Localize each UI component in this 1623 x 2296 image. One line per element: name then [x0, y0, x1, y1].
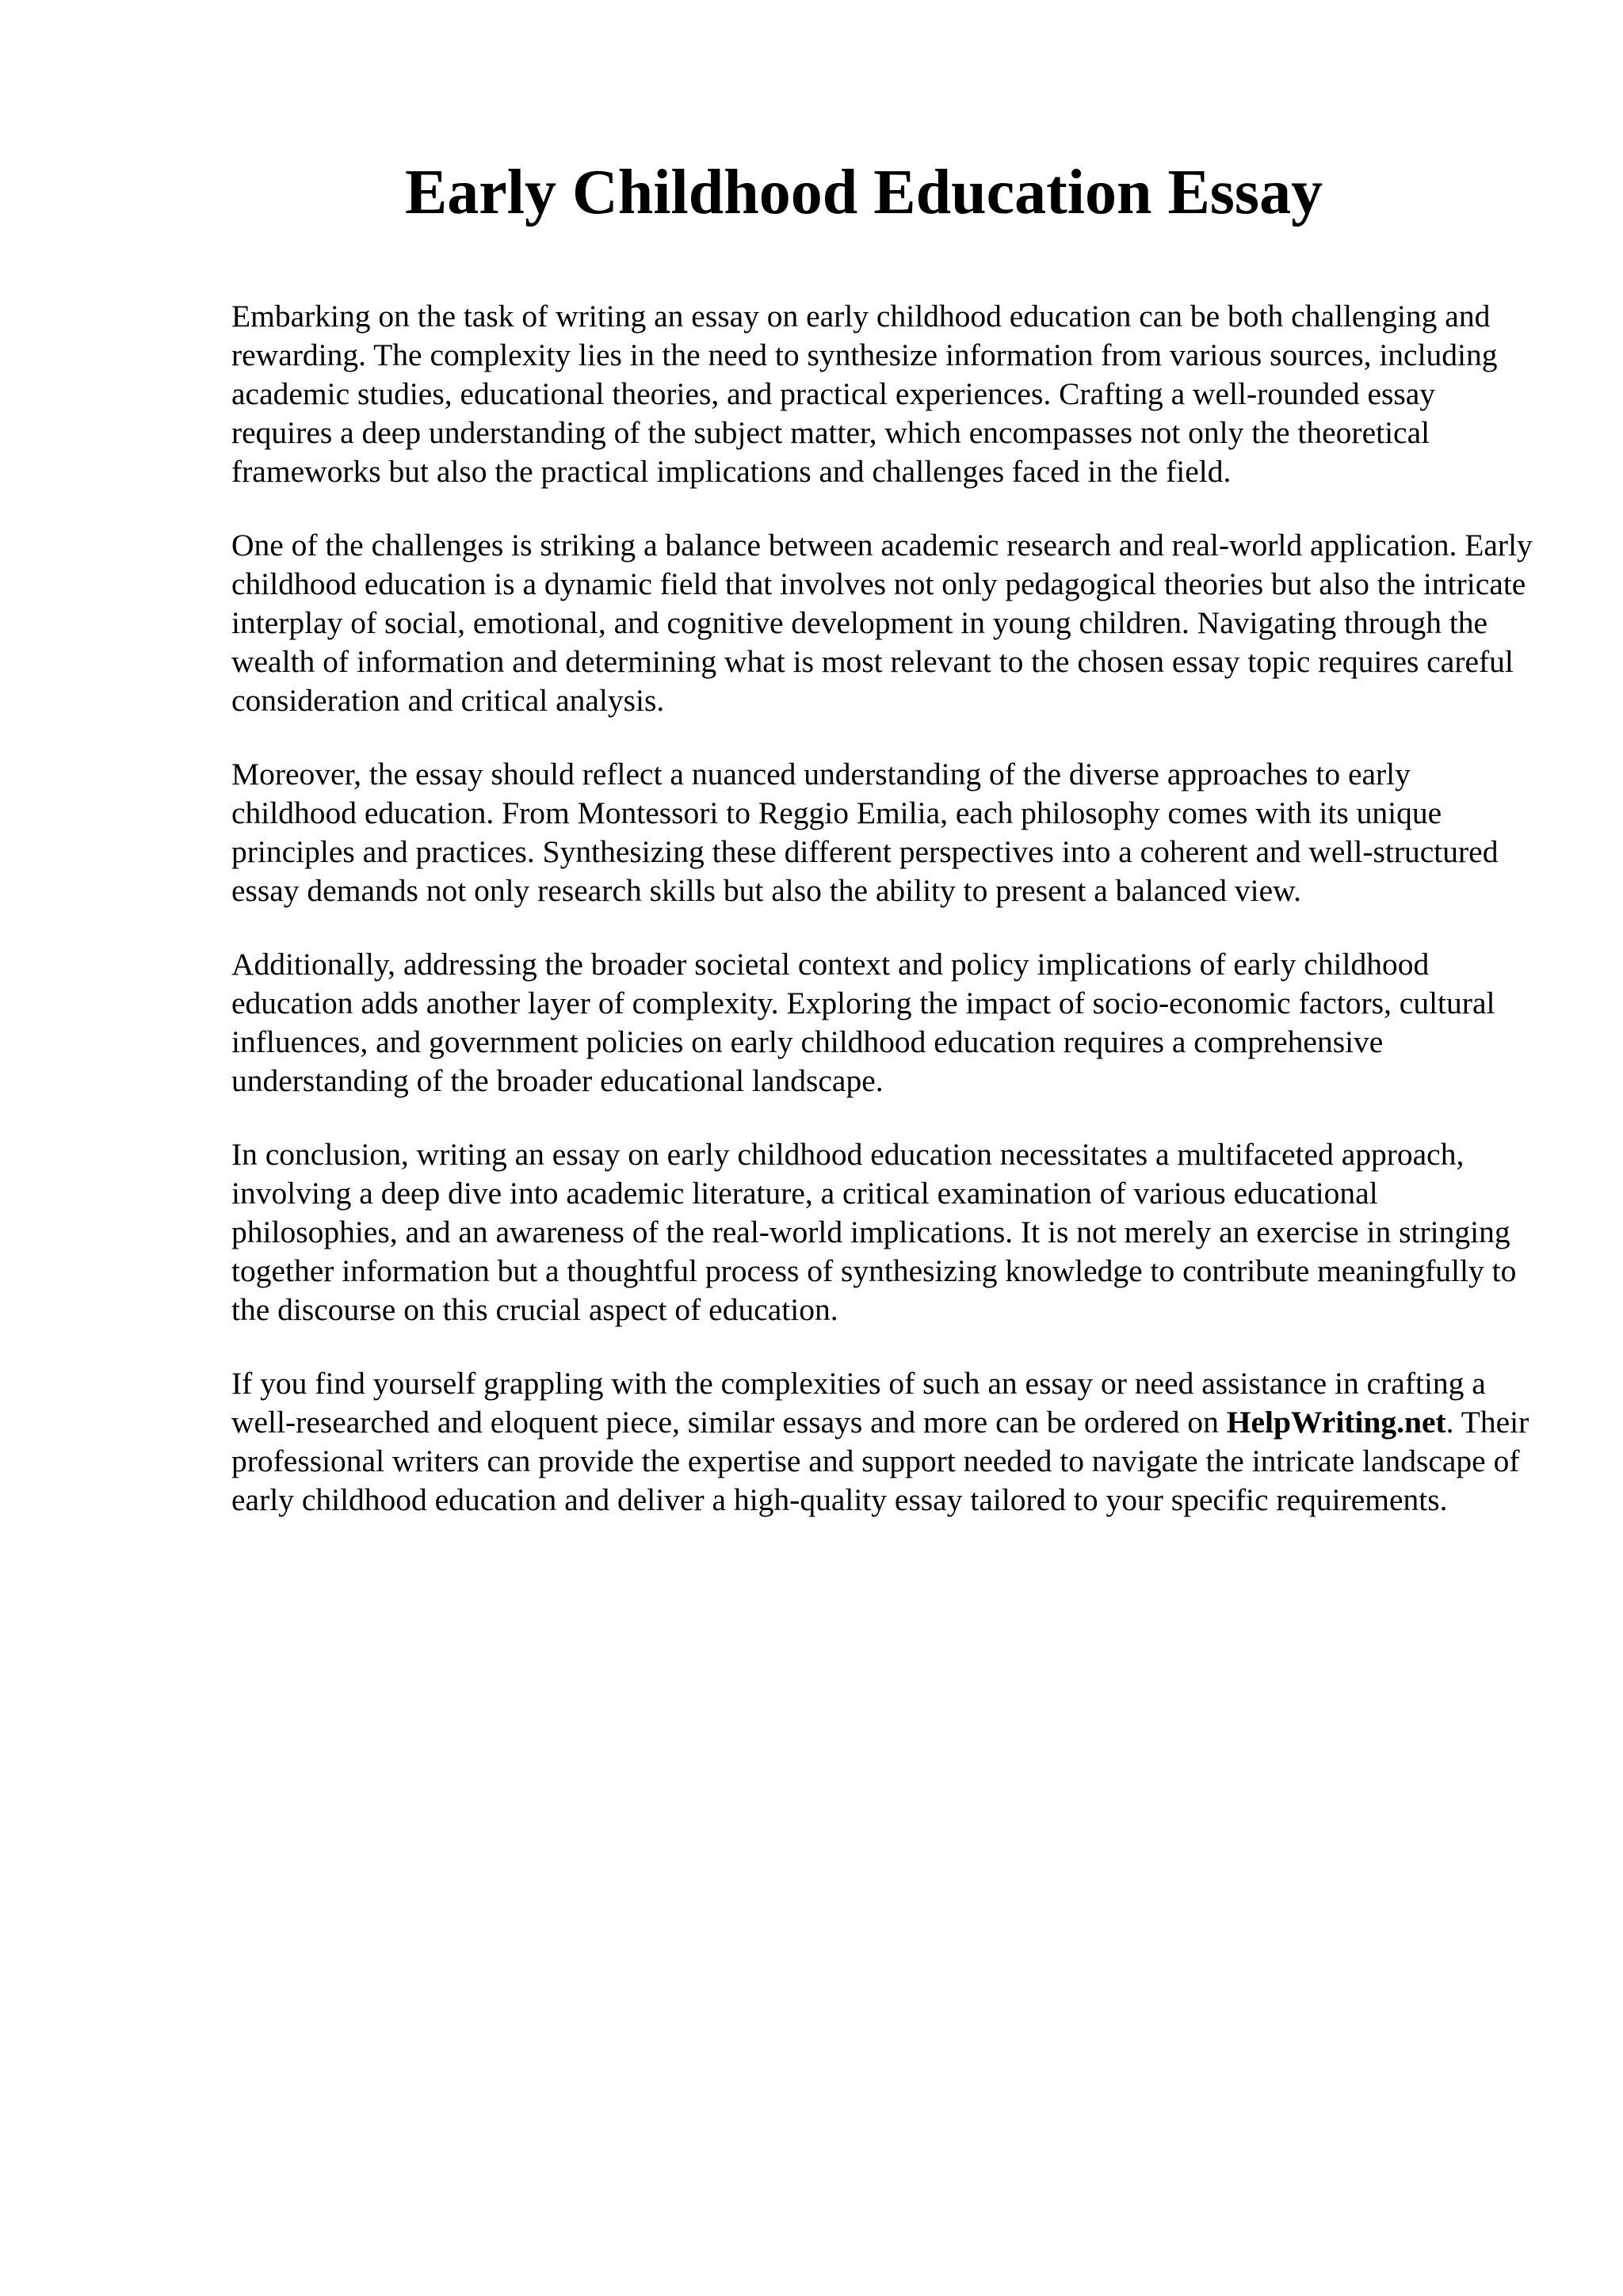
paragraph-promo: [231, 1364, 1539, 1520]
paragraph-societal-context: Additionally, addressing the broader societal context and policy implications of early childhood education adds another layer of complexity. Exploring the impact of socio-economic factors, cultural influences, and government policies on early childhood education requires a comprehensive understanding of the broader educational landscape.: [231, 947, 1495, 1098]
document-title: Early Childhood Education Essay: [404, 158, 1323, 227]
paragraph-intro: Embarking on the task of writing an essay on early childhood education can be both challenging and rewarding. The complexity lies in the need to synthesize information from various sources, including academic studies, educational theories, and practical experiences. Crafting a well-rounded essay requires a deep understanding of the subject matter, which encompasses not only the theoretical frameworks but also the practical implications and challenges faced in the field.: [231, 299, 1498, 489]
paragraph-challenges: One of the challenges is striking a balance between academic research and real-world application. Early childhood education is a dynamic field that involves not only pedagogical theories but also the intricate interplay of social, emotional, and cognitive development in young children. Navigating through the wealth of information and determining what is most relevant to the chosen essay topic requires careful consideration and critical analysis.: [231, 528, 1533, 718]
paragraph-conclusion: In conclusion, writing an essay on early childhood education necessitates a multifaceted approach, involving a deep dive into academic literature, a critical examination of various educational philosophies, and an awareness of the real-world implications. It is not merely an exercise in stringing together information but a thoughtful process of synthesizing knowledge to contribute meaningfully to the discourse on this crucial aspect of education.: [231, 1137, 1517, 1327]
document-body: [231, 297, 1539, 1554]
promo-text-after: . Their professional writers can provide the expertise and support needed to navigate the intricate landscape of early childhood education and deliver a high-quality essay tailored to your specific requirements.: [231, 1405, 1529, 1517]
brand-link[interactable]: HelpWriting.net: [1226, 1405, 1446, 1440]
promo-text-before: If you find yourself grappling with the complexities of such an essay or need assistance in crafting a well-researched and eloquent piece, similar essays and more can be ordered on: [231, 1366, 1486, 1440]
paragraph-approaches: Moreover, the essay should reflect a nuanced understanding of the diverse approaches to early childhood education. From Montessori to Reggio Emilia, each philosophy comes with its unique principles and practices. Synthesizing these different perspectives into a coherent and well-structured essay demands not only research skills but also the ability to present a balanced view.: [231, 757, 1499, 908]
